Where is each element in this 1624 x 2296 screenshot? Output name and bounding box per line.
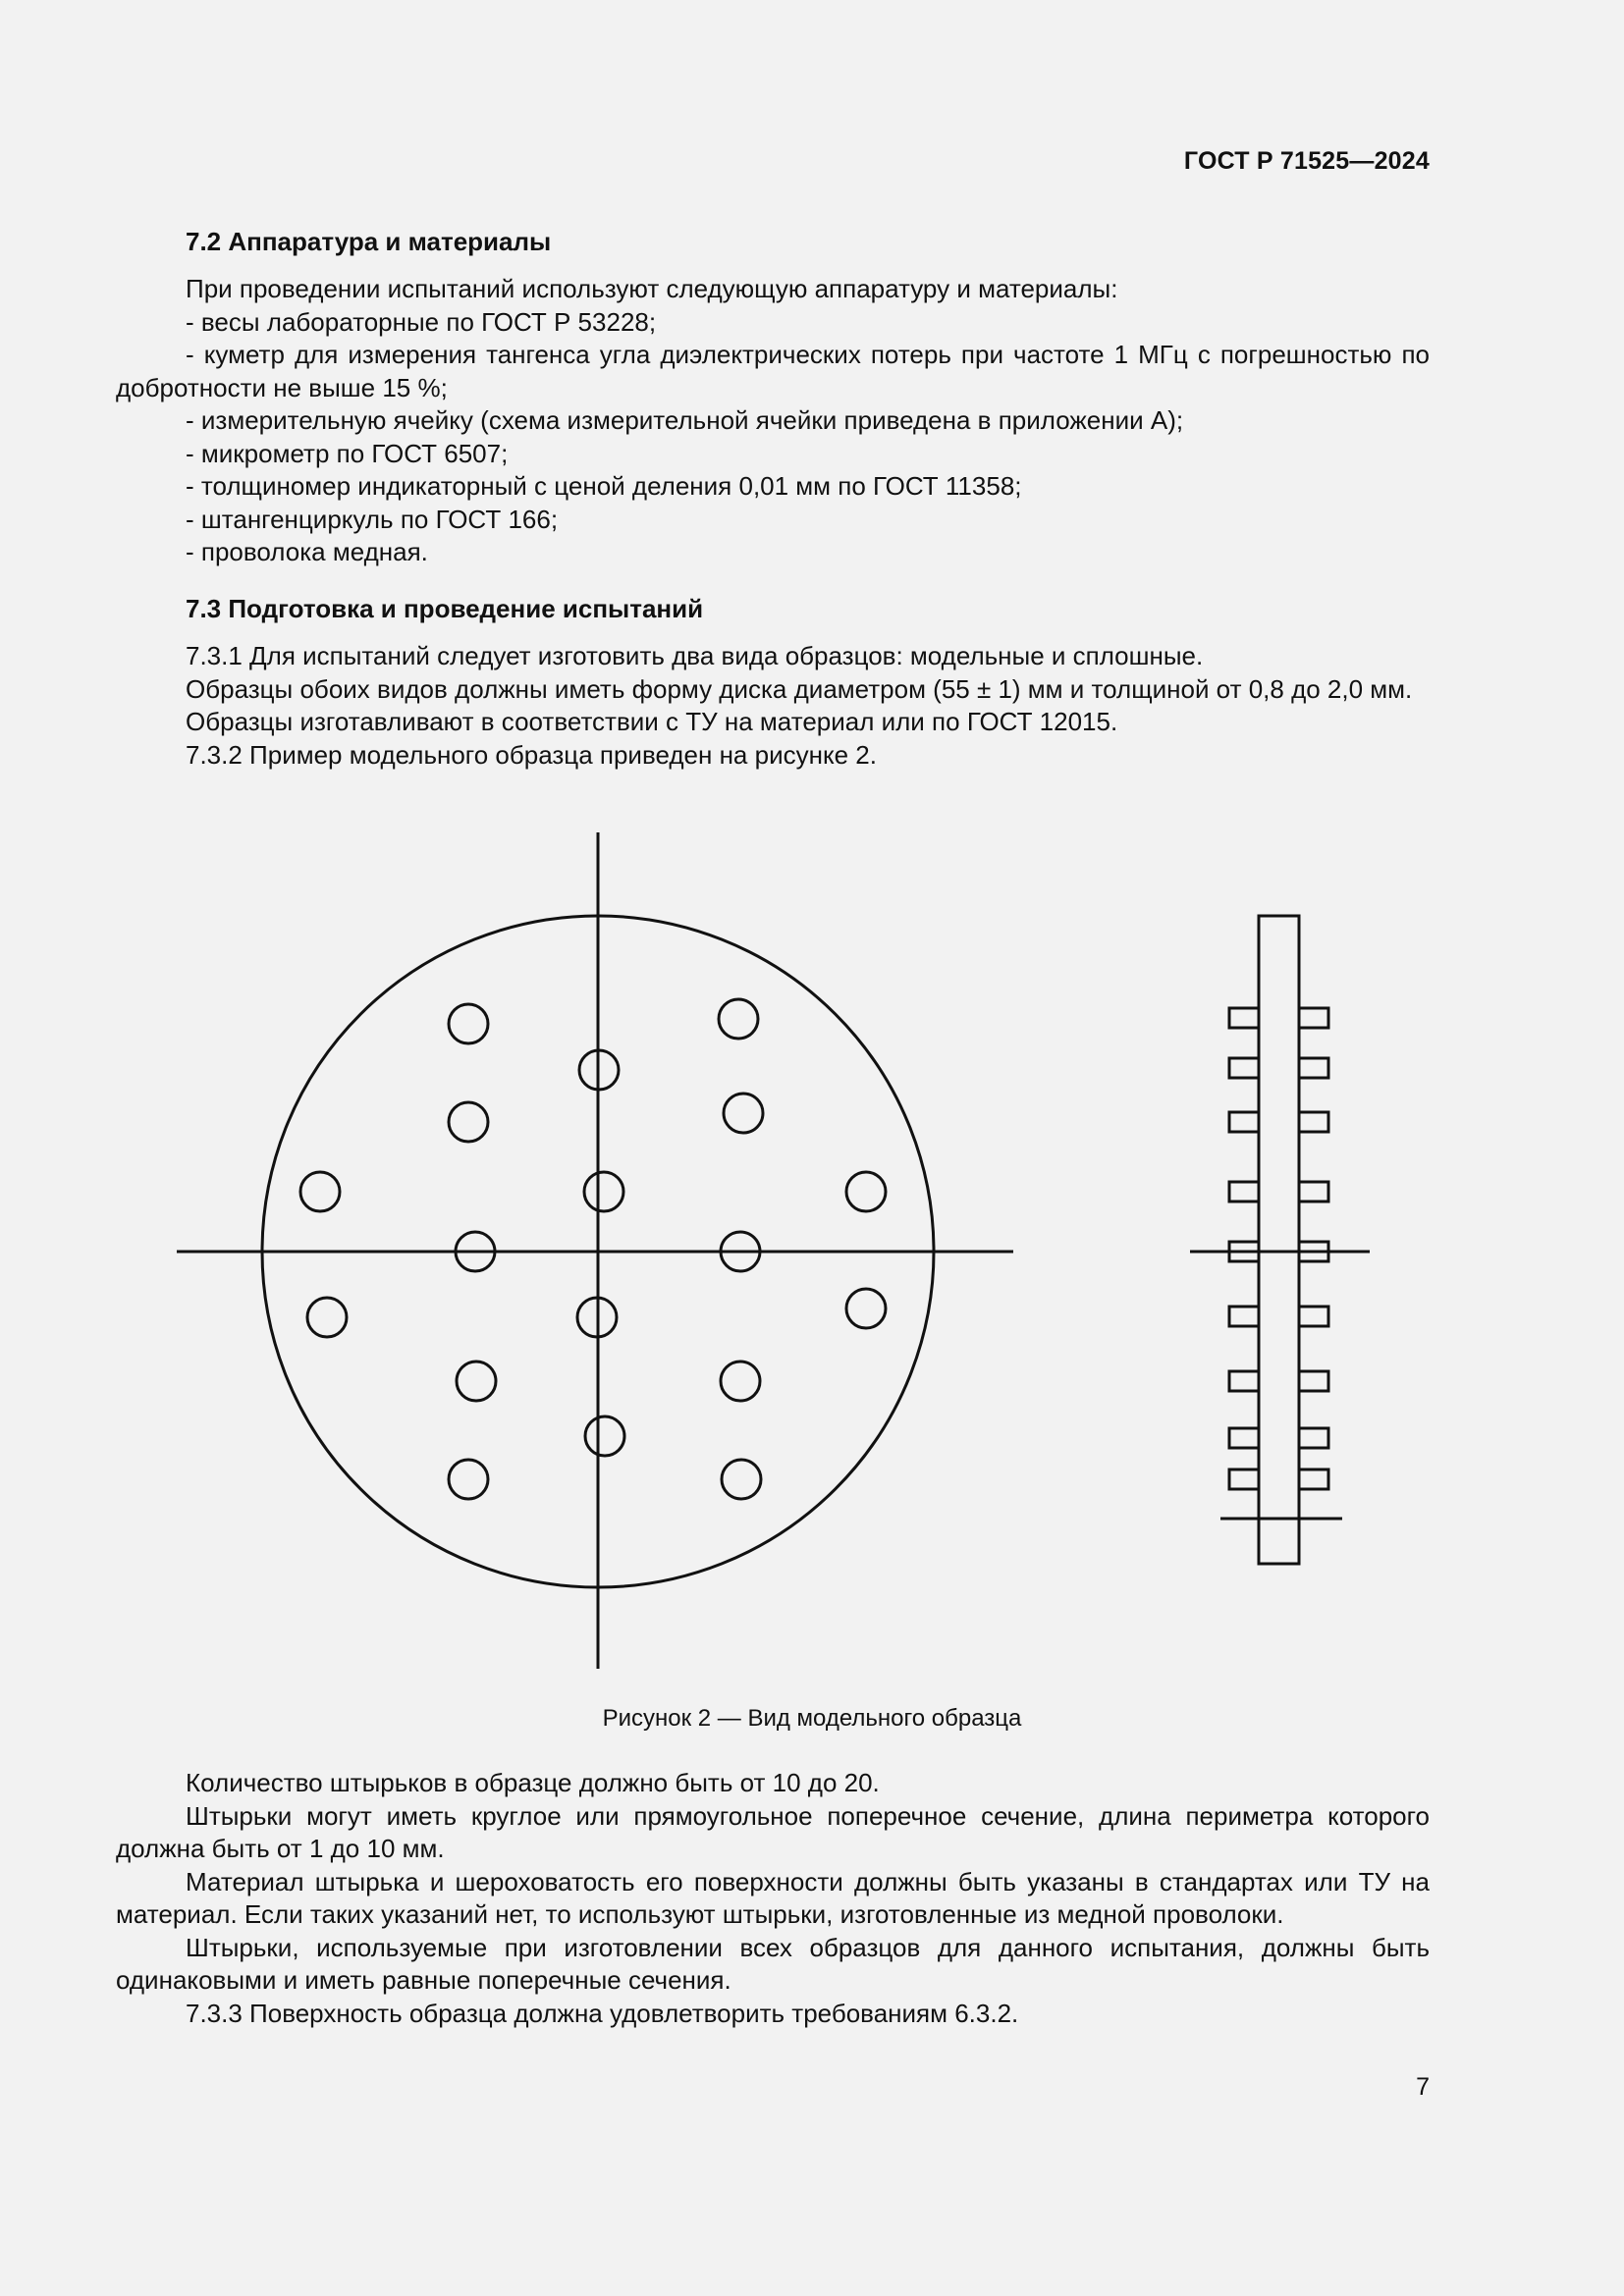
pin-hole	[719, 999, 758, 1039]
pin-hole	[846, 1172, 886, 1211]
equipment-item: - измерительную ячейку (схема измерительной ячейки приведена в приложении А);	[186, 405, 1184, 435]
equipment-item: - штангенциркуль по ГОСТ 166;	[186, 504, 559, 534]
paragraph: Образцы обоих видов должны иметь форму диска диаметром (55 ± 1) мм и толщиной от 0,8 до 2,0 мм.	[186, 673, 1413, 704]
pin-hole	[457, 1362, 496, 1401]
after-figure-body	[116, 1767, 1430, 2030]
pin-hole	[724, 1094, 763, 1133]
paragraph: Штырьки могут иметь круглое или прямоугольное поперечное сечение, длина периметра которого должна быть от 1 до 10 мм.	[116, 1800, 1430, 1863]
pin-hole	[584, 1172, 623, 1211]
pin-stubs	[1229, 1008, 1328, 1489]
pin-hole	[585, 1416, 624, 1456]
pin-hole	[721, 1362, 760, 1401]
equipment-item: - проволока медная.	[186, 537, 428, 566]
pin-hole	[307, 1298, 347, 1337]
pin-hole	[722, 1460, 761, 1499]
pin-hole	[449, 1460, 488, 1499]
page-number: 7	[1416, 2073, 1430, 2101]
equipment-item: - микрометр по ГОСТ 6507;	[186, 438, 509, 468]
paragraph: Материал штырька и шероховатость его поверхности должны быть указаны в стандартах или ТУ на материал. Если таких указаний нет, то используют штырьки, изготовленные из медной проволоки.	[116, 1866, 1430, 1929]
paragraph: Образцы изготавливают в соответствии с ТУ на материал или по ГОСТ 12015.	[186, 707, 1118, 736]
document-header-id: ГОСТ Р 71525—2024	[1183, 147, 1430, 175]
equipment-item: - толщиномер индикаторный с ценой деления 0,01 мм по ГОСТ 11358;	[186, 471, 1022, 501]
section-7-2-intro: При проведении испытаний используют следующую аппаратуру и материалы:	[186, 274, 1118, 303]
paragraph: 7.3.1 Для испытаний следует изготовить два вида образцов: модельные и сплошные.	[186, 641, 1204, 670]
pin-hole	[449, 1004, 488, 1043]
paragraph: 7.3.2 Пример модельного образца приведен на рисунке 2.	[186, 739, 877, 770]
section-7-3-title: 7.3 Подготовка и проведение испытаний	[186, 594, 704, 623]
paragraph: 7.3.3 Поверхность образца должна удовлетворить требованиям 6.3.2.	[186, 1998, 1019, 2028]
pin-hole	[449, 1102, 488, 1142]
pin-hole	[300, 1172, 340, 1211]
equipment-item: - куметр для измерения тангенса угла диэлектрических потерь при частоте 1 МГц с погрешностью по добротности не выше 15 %;	[116, 340, 1430, 402]
paragraph: Количество штырьков в образце должно быть от 10 до 20.	[186, 1768, 880, 1797]
paragraph: Штырьки, используемые при изготовлении всех образцов для данного испытания, должны быть одинаковыми и иметь равные поперечные сечения.	[116, 1932, 1430, 1995]
figure-caption: Рисунок 2 — Вид модельного образца	[602, 1705, 1022, 1732]
equipment-item: - весы лабораторные по ГОСТ Р 53228;	[186, 306, 657, 337]
pin-hole	[846, 1289, 886, 1328]
section-7-2-title: 7.2 Аппаратура и материалы	[186, 227, 552, 256]
side-view-body	[1259, 916, 1299, 1564]
